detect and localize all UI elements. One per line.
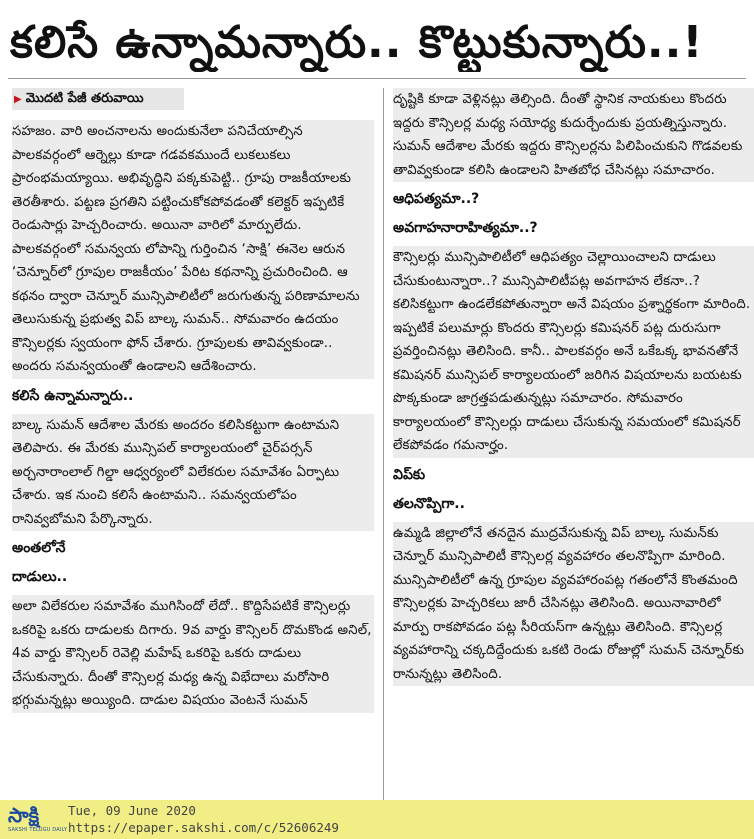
article-paragraph: అలా విలేకరుల సమావేశం ముగిసిందో లేదో.. కొద్దిసేపటికే కౌన్సిలర్లు ఒకరిపై ఒకరు దాడులకు దిగారు. 9వ వార్డు కౌన్సిలర్ దొమకొండ అనిల్, 4వ వార్డు కౌన్సిలర్ రెవెల్లి మహేష్ ఒకరిపై ఒకరు దాడులు చేసుకున్నారు. దీంతో కౌన్సిలర్ల మధ్య ఉన్న విభేదాలు మరోసారి భగ్గుమన్నట్లు అయ్యింది. దాడుల విషయం వెంటనే సుమన్ <box>12 595 374 713</box>
play-arrow-icon: ▶ <box>14 94 22 105</box>
article-paragraph: సహజం. వారి అంచనాలను అందుకునేలా పనిచేయాల్సిన పాలకవర్గంలో ఆర్నెల్లు కూడా గడవకముందే లుకలుకలు ప్రారంభమయ్యాయి. అభివృద్ధిని పక్కకుపెట్టి.. గ్రూపు రాజకీయాలకు తెరతీశారు. పట్టణ ప్రగతిని పట్టించుకోకపోవడంతో కలెక్టర్ ఇప్పటికే రెండుసార్లు హెచ్చరించారు. అయినా వారిలో మార్పులేదు. పాలకవర్గంలో సమన్వయ లోపాన్ని గుర్తించిన ‘సాక్షి’ ఈనెల ఆరున ‘చెన్నూర్‌లో గ్రూపుల రాజకీయం’ పేరిట కథనాన్ని ప్రచురించింది. ఆ కథనం ద్వారా చెన్నూర్ మున్సిపాలిటీలో జరుగుతున్న పరిణామాలను తెలుసుకున్న ప్రభుత్వ విప్ బాల్క సుమన్.. సోమవారం ఉదయం కౌన్సిలర్లకు స్వయంగా ఫోన్ చేశారు. గ్రూపులకు తావివ్వకుండా.. అందరు సమన్వయంతో ఉండాలని ఆదేశించారు. <box>12 120 374 379</box>
column-divider <box>383 88 384 800</box>
kicker-label: మొదటి పేజీ తరువాయి <box>25 91 144 106</box>
publication-date: Tue, 09 June 2020 <box>68 803 196 818</box>
subheading: అంతలోనే <box>12 540 66 556</box>
subheading: ఆధిపత్యమా..? <box>393 191 480 207</box>
article-paragraph: కౌన్సిలర్లు మున్సిపాలిటీలో ఆధిపత్యం చెల్లాయించాలని దాడులు చేసుకుంటున్నారా..? మున్సిపాలిటీపట్ల అవగాహన లేకనా..? కలిసికట్టుగా ఉండలేకపోతున్నారా అనే విషయం ప్రశ్నార్థకంగా మారింది. ఇప్పటికే పలుమార్లు కొందరు కౌన్సిలర్లు కమిషనర్ పట్ల దురుసుగా ప్రవర్తించినట్లు తెలిసింది. కానీ.. పాలకవర్గం అనే ఒకేఒక్క భావనతోనే కమిషనర్ మున్సిపల్ కార్యాలయంలో జరిగిన విషయాలను బయటకు పొక్కకుండా జాగ్రత్తపడుతున్నట్లు సమాచారం. సోమవారం కార్యాలయంలో కౌన్సిలర్లు దాడులు చేసుకున్న సమయంలో కమిషనర్ లేకపోవడం గమనార్హం. <box>393 246 754 458</box>
sakshi-logo[interactable] <box>8 803 68 835</box>
subheading: తలనొప్పిగా.. <box>393 495 465 512</box>
article-paragraph: ఉమ్మడి జిల్లాలోనే తనదైన ముద్రవేసుకున్న విప్ బాల్క సుమన్‌కు చెన్నూర్ మున్సిపాలిటీ కౌన్సిలర్ల వ్యవహారం తలనొప్పిగా మారింది. మున్సిపాలిటీలో ఉన్న గ్రూపుల వ్యవహారంపట్ల గతంలోనే కొంతమంది కౌన్సిలర్లకు హెచ్చరికలు జారీ చేసినట్లు తెలిసింది. అయినావారిలో మార్పు రాకపోవడం పట్ల సీరియస్‌గా ఉన్నట్లు తెలిసింది. కౌన్సిలర్ల వ్యవహారాన్ని చక్కదిద్దేందుకు ఒకటి రెండు రోజుల్లో సుమన్ చెన్నూర్‌కు రానున్నట్లు తెలిసింది. <box>393 522 754 687</box>
headline: కలిసే ఉన్నామన్నారు.. కొట్టుకున్నారు..! <box>10 17 704 68</box>
logo-tagline: SAKSHI TELUGU DAILY <box>8 827 68 833</box>
article-column-right <box>393 88 754 800</box>
subheading: అవగాహనారాహిత్యమా..? <box>393 220 538 236</box>
epaper-link[interactable]: https://epaper.sakshi.com/c/52606249 <box>68 820 339 835</box>
article-column-left <box>12 88 374 800</box>
continuation-kicker <box>12 88 184 110</box>
subheading: కలిసే ఉన్నామన్నారు.. <box>12 387 134 404</box>
article-paragraph: బాల్క సుమన్ ఆదేశాల మేరకు అందరం కలిసికట్టుగా ఉంటామని తెలిపారు. ఈ మేరకు మున్సిపల్ కార్యాలయంలో చైర్‌పర్సన్ అర్చనారాంలాల్ గిల్డా ఆధ్వర్యంలో విలేకరుల సమావేశం ఏర్పాటు చేశారు. ఇక నుంచి కలిసే ఉంటామని.. సమన్వయలోపం రానివ్వబోమని పేర్కొన్నారు. <box>12 414 374 532</box>
epaper-footer <box>0 800 754 839</box>
subheading: దాడులు.. <box>12 569 68 585</box>
headline-divider <box>8 78 746 79</box>
article-paragraph: దృష్టికి కూడా వెళ్లినట్లు తెల్సింది. దీంతో స్థానిక నాయకులు కొందరు ఇద్దరు కౌన్సిలర్ల మధ్య సయోధ్య కుదుర్చేందుకు ప్రయత్నిస్తున్నారు. సుమన్ ఆదేశాల మేరకు ఇద్దరు కౌన్సిలర్లను పిలిపించుకుని గొడవలకు తావివ్వకుండా కలిసి ఉండాలని హితబోధ చేసినట్లు సమాచారం. <box>393 88 754 182</box>
subheading: విప్‌కు <box>393 466 426 483</box>
logo-wordmark: సాక్షి <box>8 803 40 827</box>
